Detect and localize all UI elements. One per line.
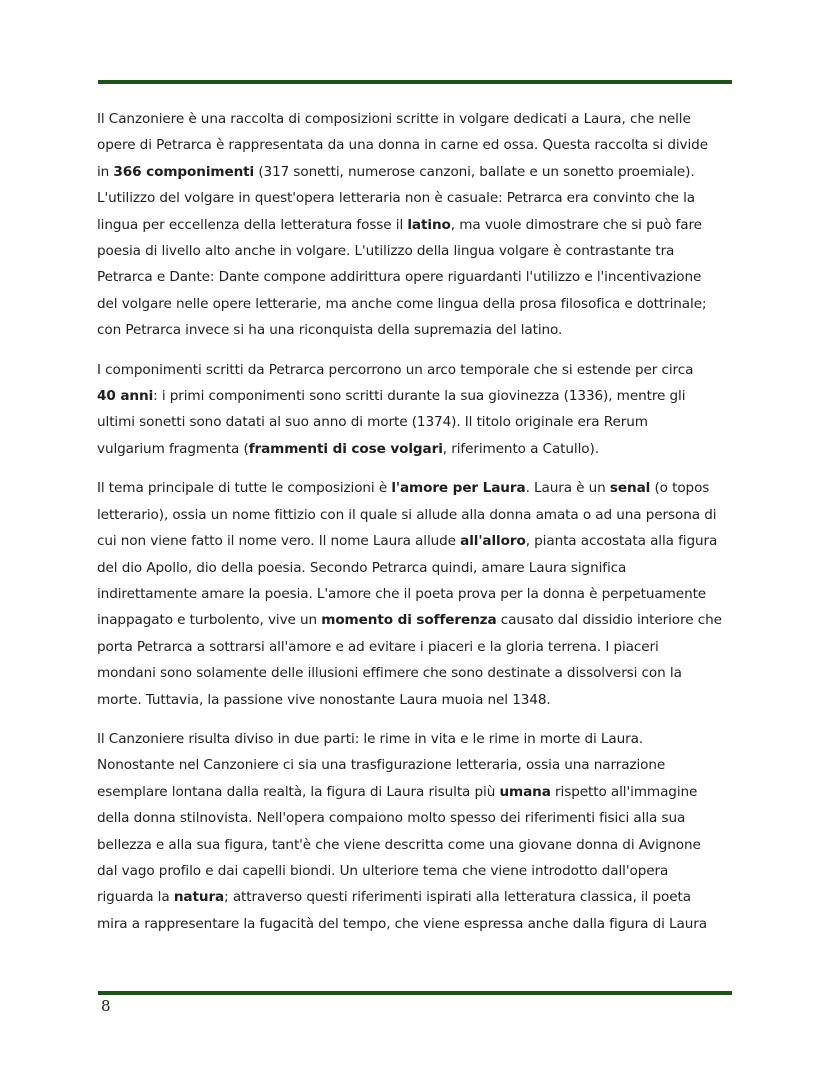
text-segment: ultimi sonetti sono datati al suo anno di morte (1374). Il titolo originale era Rerum: [97, 414, 648, 431]
text-line: [97, 357, 740, 383]
bold-text: frammenti di cose volgari: [248, 440, 443, 457]
text-segment: riguarda la: [97, 889, 174, 906]
text-segment: letterario), ossia un nome fittizio con il quale si allude alla donna amata o ad una persona di: [97, 506, 717, 523]
header-divider: [98, 80, 732, 84]
bold-text: senal: [609, 480, 651, 497]
text-line: [97, 106, 740, 132]
text-line: [97, 832, 740, 858]
text-line: [97, 660, 740, 686]
text-line: [97, 185, 740, 211]
text-line: [97, 726, 740, 752]
text-segment: inappagato e turbolento, vive un: [97, 612, 322, 629]
text-segment: ; attraverso questi riferimenti ispirati alla letteratura classica, il poeta: [224, 889, 691, 906]
text-line: [97, 291, 740, 317]
bold-text: all'alloro: [460, 533, 526, 550]
text-line: [97, 607, 740, 633]
text-segment: morte. Tuttavia, la passione vive nonostante Laura muoia nel 1348.: [97, 691, 551, 708]
bold-text: l'amore per Laura: [391, 480, 526, 497]
text-line: [97, 238, 740, 264]
text-line: [97, 752, 740, 778]
text-segment: , riferimento a Catullo).: [442, 440, 599, 457]
text-segment: Nonostante nel Canzoniere ci sia una trasfigurazione letteraria, ossia una narrazione: [97, 757, 666, 774]
text-line: [97, 634, 740, 660]
text-segment: opere di Petrarca è rappresentata da una donna in carne ed ossa. Questa raccolta si divide: [97, 137, 708, 154]
text-segment: porta Petrarca a sottrarsi all'amore e ad evitare i piaceri e la gloria terrena. I piaceri: [97, 638, 659, 655]
text-segment: Il Canzoniere è una raccolta di composizioni scritte in volgare dedicati a Laura, che nelle: [97, 111, 691, 127]
text-segment: (o topos: [650, 480, 710, 497]
text-line: [97, 805, 740, 831]
text-line: [97, 132, 740, 158]
text-line: [97, 555, 740, 581]
footer-divider: [98, 991, 732, 995]
text-line: [97, 212, 740, 238]
text-segment: lingua per eccellenza della letteratura fosse il: [97, 216, 408, 233]
text-segment: L'utilizzo del volgare in quest'opera letteraria non è casuale: Petrarca era convinto che la: [97, 190, 696, 207]
text-line: [97, 475, 740, 501]
text-segment: I componimenti scritti da Petrarca percorrono un arco temporale che si estende per circa: [97, 361, 694, 378]
text-segment: , ma vuole dimostrare che si può fare: [450, 216, 702, 233]
text-segment: (317 sonetti, numerose canzoni, ballate e un sonetto proemiale).: [254, 163, 695, 180]
text-line: [97, 528, 740, 554]
text-line: [97, 779, 740, 805]
text-segment: mondani sono solamente delle illusioni effimere che sono destinate a dissolversi con la: [97, 665, 682, 682]
text-segment: . Laura è un: [525, 480, 610, 497]
text-segment: Petrarca e Dante: Dante compone addirittura opere riguardanti l'utilizzo e l'incentivazione: [97, 269, 702, 286]
text-line: [97, 264, 740, 290]
text-segment: rispetto all'immagine: [550, 783, 698, 800]
text-segment: del volgare nelle opere letterarie, ma anche come lingua della prosa filosofica e dottrinale;: [97, 295, 707, 312]
text-segment: poesia di livello alto anche in volgare. L'utilizzo della lingua volgare è contrastante tra: [97, 243, 675, 260]
text-segment: causato dal dissidio interiore che: [496, 612, 722, 629]
text-line: [97, 687, 740, 713]
text-segment: con Petrarca invece si ha una riconquista della supremazia del latino.: [97, 322, 563, 339]
text-segment: del dio Apollo, dio della poesia. Secondo Petrarca quindi, amare Laura significa: [97, 559, 627, 576]
text-segment: cui non viene fatto il nome vero. Il nome Laura allude: [97, 533, 461, 550]
text-line: [97, 409, 740, 435]
text-segment: , pianta accostata alla figura: [525, 533, 718, 550]
text-segment: della donna stilnovista. Nell'opera compaiono molto spesso dei riferimenti fisici alla sua: [97, 810, 686, 827]
paragraph-3: [97, 475, 740, 713]
paragraph-2: [97, 357, 740, 463]
text-line: [97, 502, 740, 528]
text-line: [97, 383, 740, 409]
bold-text: 366 componimenti: [113, 163, 255, 180]
text-line: [97, 884, 740, 910]
text-segment: vulgarium fragmenta (: [97, 440, 249, 457]
text-segment: mira a rappresentare la fugacità del tempo, che viene espressa anche dalla figura di Laura: [97, 915, 707, 932]
text-segment: bellezza e alla sua figura, tant'è che viene descritta come una giovane donna di Avignone: [97, 836, 701, 853]
text-segment: Il tema principale di tutte le composizioni è: [97, 480, 392, 497]
text-line: [97, 581, 740, 607]
paragraph-1: [97, 106, 740, 344]
text-line: [97, 317, 740, 343]
text-segment: dal vago profilo e dai capelli biondi. Un ulteriore tema che viene introdotto dall'opera: [97, 862, 669, 879]
page-number: 8: [101, 997, 111, 1015]
text-segment: indirettamente amare la poesia. L'amore che il poeta prova per la donna è perpetuamente: [97, 585, 707, 602]
bold-text: natura: [173, 889, 225, 906]
bold-text: latino: [407, 216, 451, 233]
text-line: [97, 436, 740, 462]
text-line: [97, 159, 740, 185]
bold-text: umana: [499, 783, 551, 800]
text-segment: in: [97, 163, 114, 180]
document-body: [97, 106, 740, 950]
text-segment: esemplare lontana dalla realtà, la figura di Laura risulta più: [97, 783, 500, 800]
text-line: [97, 911, 740, 937]
bold-text: momento di sofferenza: [321, 612, 497, 629]
text-segment: : i primi componimenti sono scritti durante la sua giovinezza (1336), mentre gli: [153, 388, 686, 405]
paragraph-4: [97, 726, 740, 937]
bold-text: 40 anni: [97, 388, 154, 405]
text-line: [97, 858, 740, 884]
text-segment: Il Canzoniere risulta diviso in due parti: le rime in vita e le rime in morte di Laura.: [97, 730, 644, 747]
